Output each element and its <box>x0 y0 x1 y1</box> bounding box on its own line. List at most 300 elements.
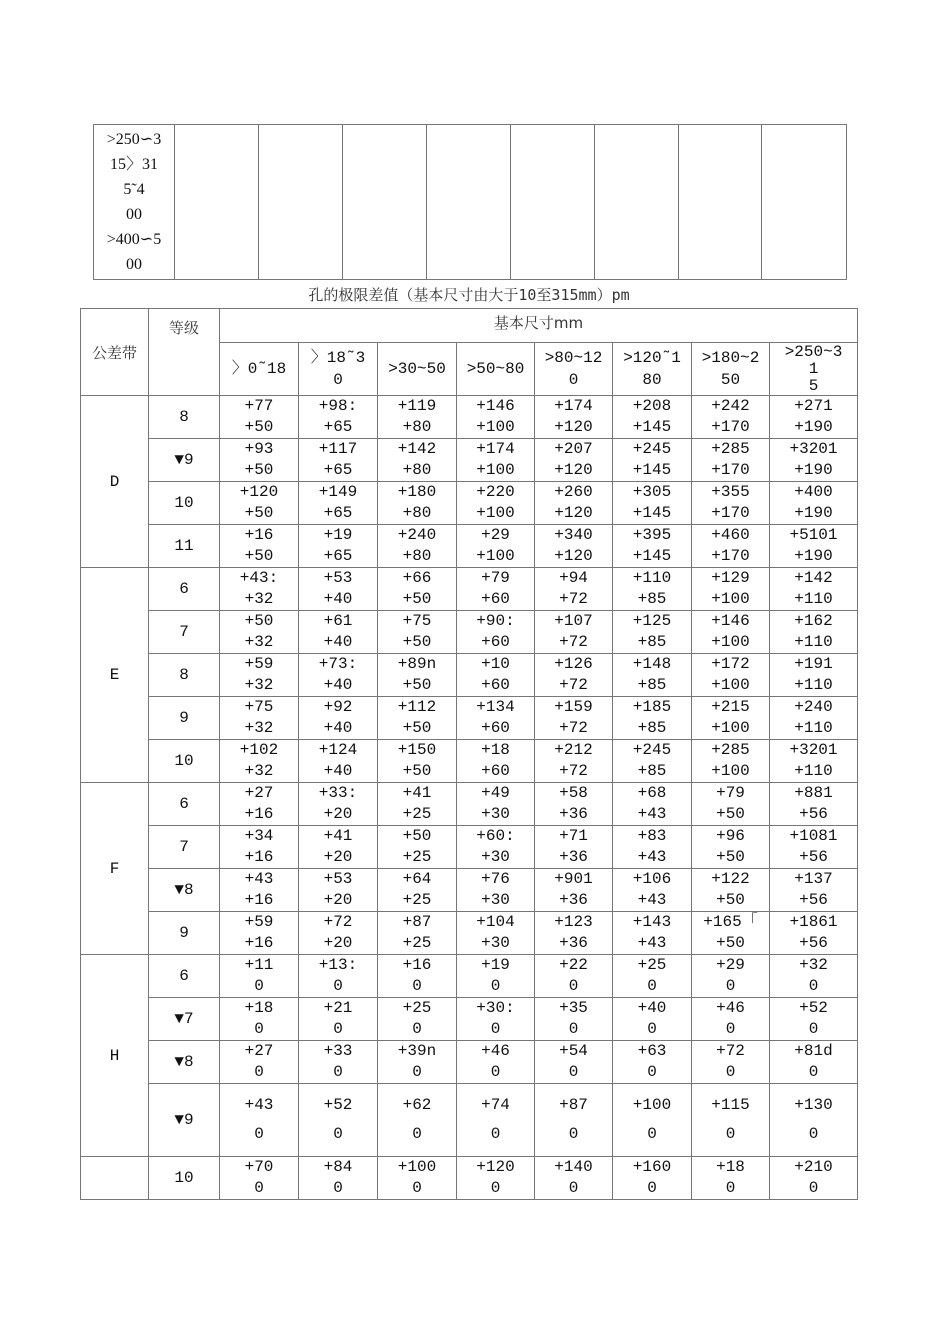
size-range-cell <box>94 125 175 280</box>
lower-deviation: +36 <box>559 934 588 952</box>
upper-deviation: +1861 <box>789 913 838 931</box>
upper-deviation: +18 <box>244 999 274 1017</box>
lower-deviation: +120 <box>554 504 593 522</box>
lower-deviation: +50 <box>402 676 432 694</box>
deviation-cell <box>457 525 535 568</box>
lower-deviation: +40 <box>323 719 353 737</box>
deviation-cell <box>457 482 535 525</box>
deviation-cell <box>378 654 457 697</box>
deviation-cell <box>378 611 457 654</box>
deviation-cell <box>457 912 535 955</box>
upper-deviation: +13: <box>318 956 358 974</box>
upper-deviation: +75 <box>402 612 432 630</box>
deviation-cell <box>613 826 692 869</box>
upper-deviation: +84 <box>323 1158 353 1176</box>
lower-deviation: +50 <box>716 848 745 866</box>
deviation-cell <box>299 826 378 869</box>
empty-cell <box>343 125 427 280</box>
table-row <box>81 955 858 998</box>
deviation-cell <box>613 396 692 439</box>
upper-deviation: +102 <box>239 741 279 759</box>
table-row <box>81 1084 858 1157</box>
upper-deviation: +112 <box>397 698 437 716</box>
upper-deviation: +11 <box>244 956 274 974</box>
lower-deviation: +56 <box>799 891 828 909</box>
deviation-cell <box>535 1157 613 1200</box>
deviation-cell <box>770 955 858 998</box>
grade-cell: ▼9 <box>149 1084 220 1157</box>
lower-deviation: +30 <box>481 934 510 952</box>
upper-deviation: +122 <box>711 870 750 888</box>
deviation-cell <box>770 654 858 697</box>
size-range-line: 00 <box>126 206 142 223</box>
upper-deviation: +285 <box>711 440 750 458</box>
size-range-text: >180~2 <box>701 349 760 367</box>
deviation-cell <box>535 740 613 783</box>
deviation-cell <box>378 439 457 482</box>
upper-deviation: +76 <box>481 870 510 888</box>
deviation-cell <box>770 439 858 482</box>
lower-deviation: 0 <box>254 977 264 995</box>
deviation-cell <box>299 482 378 525</box>
lower-deviation: +72 <box>559 762 588 780</box>
upper-deviation: +120 <box>476 1158 515 1176</box>
deviation-cell <box>535 439 613 482</box>
deviation-cell <box>220 396 299 439</box>
size-range-header <box>457 343 535 396</box>
deviation-cell <box>770 783 858 826</box>
deviation-cell <box>770 525 858 568</box>
upper-deviation: +160 <box>632 1158 672 1176</box>
lower-deviation: +145 <box>632 461 672 479</box>
deviation-cell <box>220 611 299 654</box>
lower-deviation: +100 <box>476 461 515 479</box>
deviation-cell <box>770 1084 858 1157</box>
lower-deviation: 0 <box>412 977 422 995</box>
grade-cell: 8 <box>149 396 220 439</box>
upper-deviation: +46 <box>481 1042 510 1060</box>
upper-deviation: +16 <box>402 956 432 974</box>
deviation-cell <box>299 654 378 697</box>
upper-deviation: +93 <box>244 440 274 458</box>
size-range-line: 15〉31 <box>109 156 158 173</box>
deviation-cell <box>378 783 457 826</box>
lower-deviation: +65 <box>323 504 353 522</box>
lower-deviation: 0 <box>333 1020 343 1038</box>
upper-deviation: +33 <box>323 1042 353 1060</box>
upper-deviation: +140 <box>554 1158 593 1176</box>
lower-deviation: +25 <box>402 891 432 909</box>
deviation-cell <box>613 955 692 998</box>
deviation-cell <box>220 525 299 568</box>
upper-deviation: +245 <box>632 741 672 759</box>
deviation-cell <box>613 654 692 697</box>
deviation-cell <box>770 1041 858 1084</box>
upper-deviation: +92 <box>323 698 353 716</box>
deviation-cell <box>220 783 299 826</box>
upper-deviation: +29 <box>481 526 510 544</box>
table-row <box>81 525 858 568</box>
table-caption: 孔的极限差值（基本尺寸由大于10至315mm）pm <box>308 286 630 304</box>
upper-deviation: +79 <box>716 784 745 802</box>
deviation-cell <box>457 396 535 439</box>
deviation-cell <box>299 955 378 998</box>
deviation-cell <box>770 912 858 955</box>
upper-deviation: +50 <box>402 827 432 845</box>
lower-deviation: +30 <box>481 805 510 823</box>
upper-deviation: +58 <box>559 784 588 802</box>
upper-deviation: +260 <box>554 483 593 501</box>
deviation-cell <box>220 1041 299 1084</box>
grade-cell: 8 <box>149 654 220 697</box>
lower-deviation: +50 <box>402 719 432 737</box>
grade-cell: 6 <box>149 783 220 826</box>
deviation-cell <box>692 568 770 611</box>
lower-deviation: +50 <box>402 762 432 780</box>
lower-deviation: +190 <box>794 547 833 565</box>
upper-deviation: +208 <box>632 397 672 415</box>
upper-deviation: +40 <box>637 999 667 1017</box>
upper-deviation: +77 <box>244 397 274 415</box>
upper-deviation: +100 <box>632 1096 672 1114</box>
deviation-cell <box>299 396 378 439</box>
lower-deviation: +43 <box>637 891 667 909</box>
upper-deviation: +240 <box>397 526 437 544</box>
upper-deviation: +72 <box>716 1042 745 1060</box>
grade-cell: 10 <box>149 482 220 525</box>
upper-deviation: +68 <box>637 784 667 802</box>
upper-deviation: +50 <box>244 612 274 630</box>
upper-deviation: +210 <box>794 1158 833 1176</box>
upper-deviation: +240 <box>794 698 833 716</box>
lower-deviation: +25 <box>402 934 432 952</box>
deviation-cell <box>220 912 299 955</box>
grade-cell: 9 <box>149 912 220 955</box>
empty-cell <box>762 125 847 280</box>
upper-deviation: +59 <box>244 655 274 673</box>
lower-deviation: +40 <box>323 676 353 694</box>
upper-deviation: +245 <box>632 440 672 458</box>
deviation-cell <box>378 1157 457 1200</box>
empty-cell <box>679 125 762 280</box>
upper-deviation: +72 <box>323 913 353 931</box>
upper-deviation: +172 <box>711 655 750 673</box>
deviation-cell <box>457 869 535 912</box>
grade-cell: 7 <box>149 611 220 654</box>
deviation-cell <box>299 1041 378 1084</box>
upper-deviation: +340 <box>554 526 593 544</box>
lower-deviation: +56 <box>799 934 828 952</box>
deviation-cell <box>457 998 535 1041</box>
size-range-text: 〉0˜18 <box>231 360 287 378</box>
size-range-text: 5 <box>808 376 819 395</box>
lower-deviation: 0 <box>333 977 343 995</box>
lower-deviation: +60 <box>481 676 510 694</box>
lower-deviation: 0 <box>254 1125 264 1143</box>
upper-deviation: +242 <box>711 397 750 415</box>
size-range-line: >400∽5 <box>106 231 162 248</box>
upper-deviation: +27 <box>244 1042 274 1060</box>
deviation-cell <box>692 654 770 697</box>
lower-deviation: +32 <box>244 719 274 737</box>
table-row <box>81 912 858 955</box>
lower-deviation: 0 <box>568 977 579 995</box>
grade-cell: 11 <box>149 525 220 568</box>
lower-deviation: 0 <box>412 1020 422 1038</box>
deviation-cell <box>613 568 692 611</box>
upper-deviation: +191 <box>794 655 833 673</box>
lower-deviation: 0 <box>490 1125 501 1143</box>
upper-deviation: +43 <box>244 870 274 888</box>
upper-deviation: +60: <box>476 827 515 845</box>
lower-deviation: +65 <box>323 547 353 565</box>
upper-deviation: +215 <box>711 698 750 716</box>
deviation-cell <box>220 654 299 697</box>
upper-deviation: +901 <box>554 870 593 888</box>
upper-deviation: +87 <box>559 1096 588 1114</box>
lower-deviation: +145 <box>632 418 672 436</box>
deviation-cell <box>378 826 457 869</box>
upper-deviation: +81d <box>794 1042 833 1060</box>
deviation-cell <box>457 955 535 998</box>
deviation-cell <box>692 912 770 955</box>
lower-deviation: 0 <box>647 1125 657 1143</box>
deviation-cell <box>220 697 299 740</box>
deviation-cell <box>378 869 457 912</box>
lower-deviation: 0 <box>725 977 736 995</box>
upper-deviation: +90: <box>476 612 515 630</box>
lower-deviation: +20 <box>323 934 353 952</box>
upper-deviation: +110 <box>632 569 672 587</box>
lower-deviation: +30 <box>481 848 510 866</box>
lower-deviation: 0 <box>647 977 657 995</box>
size-range-header <box>220 343 299 396</box>
lower-deviation: +50 <box>402 590 432 608</box>
upper-deviation: +59 <box>244 913 274 931</box>
grade-header: 等级 <box>149 309 220 396</box>
deviation-cell <box>613 482 692 525</box>
lower-deviation: +170 <box>711 461 750 479</box>
lower-deviation: +36 <box>559 805 588 823</box>
lower-deviation: +110 <box>794 762 833 780</box>
upper-deviation: +70 <box>244 1158 274 1176</box>
lower-deviation: 0 <box>333 1063 343 1081</box>
deviation-cell <box>535 912 613 955</box>
upper-deviation: +71 <box>559 827 588 845</box>
upper-deviation: +125 <box>632 612 672 630</box>
upper-deviation: +10 <box>481 655 510 673</box>
deviation-cell <box>378 525 457 568</box>
deviation-cell <box>299 869 378 912</box>
lower-deviation: +190 <box>794 461 833 479</box>
upper-deviation: +75 <box>244 698 274 716</box>
size-range-line: 5˜4 <box>123 181 145 198</box>
lower-deviation: +32 <box>244 762 274 780</box>
deviation-cell <box>220 826 299 869</box>
upper-deviation: +355 <box>711 483 750 501</box>
lower-deviation: 0 <box>490 977 501 995</box>
table-row <box>81 998 858 1041</box>
grade-cell: ▼7 <box>149 998 220 1041</box>
size-range-header <box>770 343 858 396</box>
upper-deviation: +41 <box>402 784 432 802</box>
table-row <box>81 482 858 525</box>
upper-deviation: +115 <box>711 1096 750 1114</box>
upper-deviation: +25 <box>637 956 667 974</box>
lower-deviation: +110 <box>794 676 833 694</box>
lower-deviation: +72 <box>559 719 588 737</box>
header-row <box>81 309 858 343</box>
lower-deviation: +100 <box>711 590 750 608</box>
lower-deviation: 0 <box>412 1125 422 1143</box>
deviation-cell <box>457 1157 535 1200</box>
lower-deviation: +40 <box>323 590 353 608</box>
deviation-cell <box>299 611 378 654</box>
upper-deviation: +142 <box>794 569 833 587</box>
lower-deviation: 0 <box>412 1179 422 1197</box>
deviation-cell <box>220 998 299 1041</box>
table-row <box>81 439 858 482</box>
deviation-cell <box>535 396 613 439</box>
empty-cell <box>427 125 511 280</box>
lower-deviation: 0 <box>490 1063 501 1081</box>
lower-deviation: 0 <box>725 1020 736 1038</box>
upper-deviation: +271 <box>794 397 833 415</box>
lower-deviation: +65 <box>323 418 353 436</box>
table-row <box>81 396 858 439</box>
deviation-cell <box>692 525 770 568</box>
upper-deviation: +79 <box>481 569 510 587</box>
lower-deviation: +80 <box>402 504 432 522</box>
upper-deviation: +124 <box>318 741 358 759</box>
lower-deviation: 0 <box>254 1020 264 1038</box>
deviation-cell <box>613 912 692 955</box>
lower-deviation: 0 <box>333 1179 343 1197</box>
empty-cell <box>595 125 679 280</box>
lower-deviation: +56 <box>799 848 828 866</box>
deviation-cell <box>299 439 378 482</box>
deviation-cell <box>613 697 692 740</box>
lower-deviation: +25 <box>402 805 432 823</box>
lower-deviation: +50 <box>716 934 745 952</box>
deviation-cell <box>457 654 535 697</box>
deviation-cell <box>457 697 535 740</box>
lower-deviation: +100 <box>711 719 750 737</box>
lower-deviation: 0 <box>647 1020 657 1038</box>
lower-deviation: +145 <box>632 547 672 565</box>
table-row <box>81 740 858 783</box>
lower-deviation: +145 <box>632 504 672 522</box>
table-row <box>81 697 858 740</box>
upper-deviation: +126 <box>554 655 593 673</box>
deviation-cell <box>299 783 378 826</box>
lower-deviation: 0 <box>412 1063 422 1081</box>
upper-deviation: +73: <box>318 655 358 673</box>
upper-deviation: +19 <box>323 526 353 544</box>
table-row <box>81 568 858 611</box>
lower-deviation: +43 <box>637 848 667 866</box>
deviation-cell <box>457 1041 535 1084</box>
deviation-cell <box>770 611 858 654</box>
lower-deviation: +80 <box>402 461 432 479</box>
lower-deviation: +16 <box>244 805 274 823</box>
table-row <box>81 869 858 912</box>
deviation-cell <box>692 439 770 482</box>
grade-cell: ▼8 <box>149 1041 220 1084</box>
upper-deviation: +285 <box>711 741 750 759</box>
lower-deviation: 0 <box>808 1179 819 1197</box>
size-range-text: 80 <box>642 371 662 389</box>
lower-deviation: 0 <box>254 1179 264 1197</box>
deviation-cell <box>299 568 378 611</box>
lower-deviation: 0 <box>333 1125 343 1143</box>
lower-deviation: +60 <box>481 719 510 737</box>
size-range-header <box>299 343 378 396</box>
lower-deviation: 0 <box>808 1063 819 1081</box>
deviation-cell <box>770 697 858 740</box>
upper-deviation: +61 <box>323 612 353 630</box>
upper-deviation: +150 <box>397 741 437 759</box>
deviation-cell <box>535 783 613 826</box>
deviation-cell <box>457 783 535 826</box>
lower-deviation: +170 <box>711 547 750 565</box>
upper-deviation: +400 <box>794 483 833 501</box>
deviation-cell <box>613 1041 692 1084</box>
deviation-cell <box>692 826 770 869</box>
tolerance-band-cell: F <box>81 783 149 955</box>
lower-deviation: 0 <box>647 1179 657 1197</box>
lower-deviation: +120 <box>554 547 593 565</box>
empty-cell <box>175 125 259 280</box>
deviation-cell <box>535 1041 613 1084</box>
upper-deviation: +120 <box>239 483 279 501</box>
deviation-cell <box>299 525 378 568</box>
deviation-cell <box>220 568 299 611</box>
size-range-text: >120˜1 <box>623 349 681 367</box>
upper-deviation: +134 <box>476 698 515 716</box>
deviation-cell <box>378 912 457 955</box>
lower-deviation: +43 <box>637 934 667 952</box>
lower-deviation: 0 <box>568 1020 579 1038</box>
size-range-header <box>613 343 692 396</box>
grade-cell: 10 <box>149 1157 220 1200</box>
lower-deviation: +32 <box>244 633 274 651</box>
upper-deviation: +16 <box>244 526 274 544</box>
empty-cell <box>259 125 343 280</box>
grade-cell: 7 <box>149 826 220 869</box>
tolerance-band-header: 公差带 <box>81 309 149 396</box>
upper-deviation: +146 <box>476 397 515 415</box>
tolerance-band-cell: E <box>81 568 149 783</box>
lower-deviation: +110 <box>794 719 833 737</box>
upper-deviation: +185 <box>632 698 672 716</box>
deviation-cell <box>457 826 535 869</box>
lower-deviation: 0 <box>254 1063 264 1081</box>
table-row <box>81 654 858 697</box>
upper-deviation: +881 <box>794 784 833 802</box>
upper-deviation: +22 <box>559 956 588 974</box>
size-range-text: 〉18˜3 <box>310 349 366 367</box>
upper-deviation: +52 <box>323 1096 353 1114</box>
grade-cell: 6 <box>149 568 220 611</box>
deviation-cell <box>613 439 692 482</box>
table-row <box>81 611 858 654</box>
upper-deviation: +3201 <box>789 741 838 759</box>
table-row <box>81 1157 858 1200</box>
lower-deviation: +100 <box>711 762 750 780</box>
upper-deviation: +33: <box>318 784 358 802</box>
lower-deviation: +16 <box>244 891 274 909</box>
